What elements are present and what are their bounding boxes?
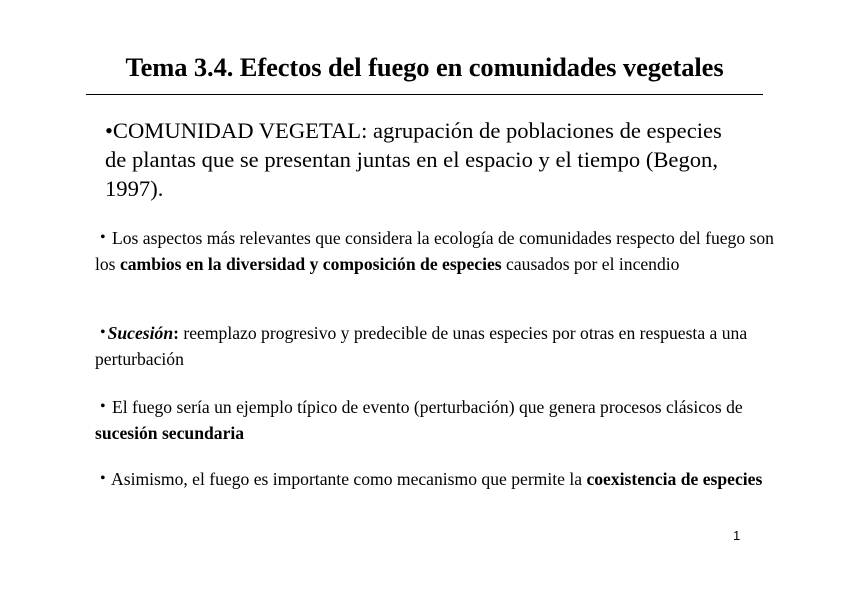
title-divider [86, 94, 763, 95]
point-text: reemplazo progresivo y predecible de unas especies por otras en respuesta a una perturbación [95, 323, 748, 369]
slide-title: Tema 3.4. Efectos del fuego en comunidades vegetales [125, 52, 724, 82]
point-coexistence [95, 467, 775, 493]
definition-text: : agrupación de poblaciones de especies de plantas que se presentan juntas en el espacio y el tiempo (Begon, 1997). [105, 118, 722, 201]
point-text: Los aspectos más relevantes que considera la ecología de comunidades respecto del fuego son los [95, 228, 774, 274]
point-text: Asimismo, el fuego es importante como mecanismo que permite la [107, 469, 587, 489]
bullet: • [100, 229, 106, 246]
point-succession [95, 321, 775, 371]
definition-term: COMUNIDAD VEGETAL [112, 118, 362, 143]
point-diversity [95, 226, 775, 276]
point-emphasis: sucesión secundaria [95, 423, 245, 443]
bullet: • [100, 470, 106, 487]
point-term: Sucesión: [107, 323, 179, 343]
bullet: • [100, 324, 106, 341]
definition-paragraph [105, 116, 745, 203]
bullet: • [100, 398, 106, 415]
point-text: causados por el incendio [501, 254, 680, 274]
page-number: 1 [733, 528, 741, 543]
point-secondary-succession [95, 395, 775, 445]
point-emphasis: cambios en la diversidad y composición de especies [119, 254, 502, 274]
point-emphasis: coexistencia de especies [586, 469, 763, 489]
bullet: • [105, 118, 113, 143]
point-text: El fuego sería un ejemplo típico de evento (perturbación) que genera procesos clásicos de [107, 397, 743, 417]
